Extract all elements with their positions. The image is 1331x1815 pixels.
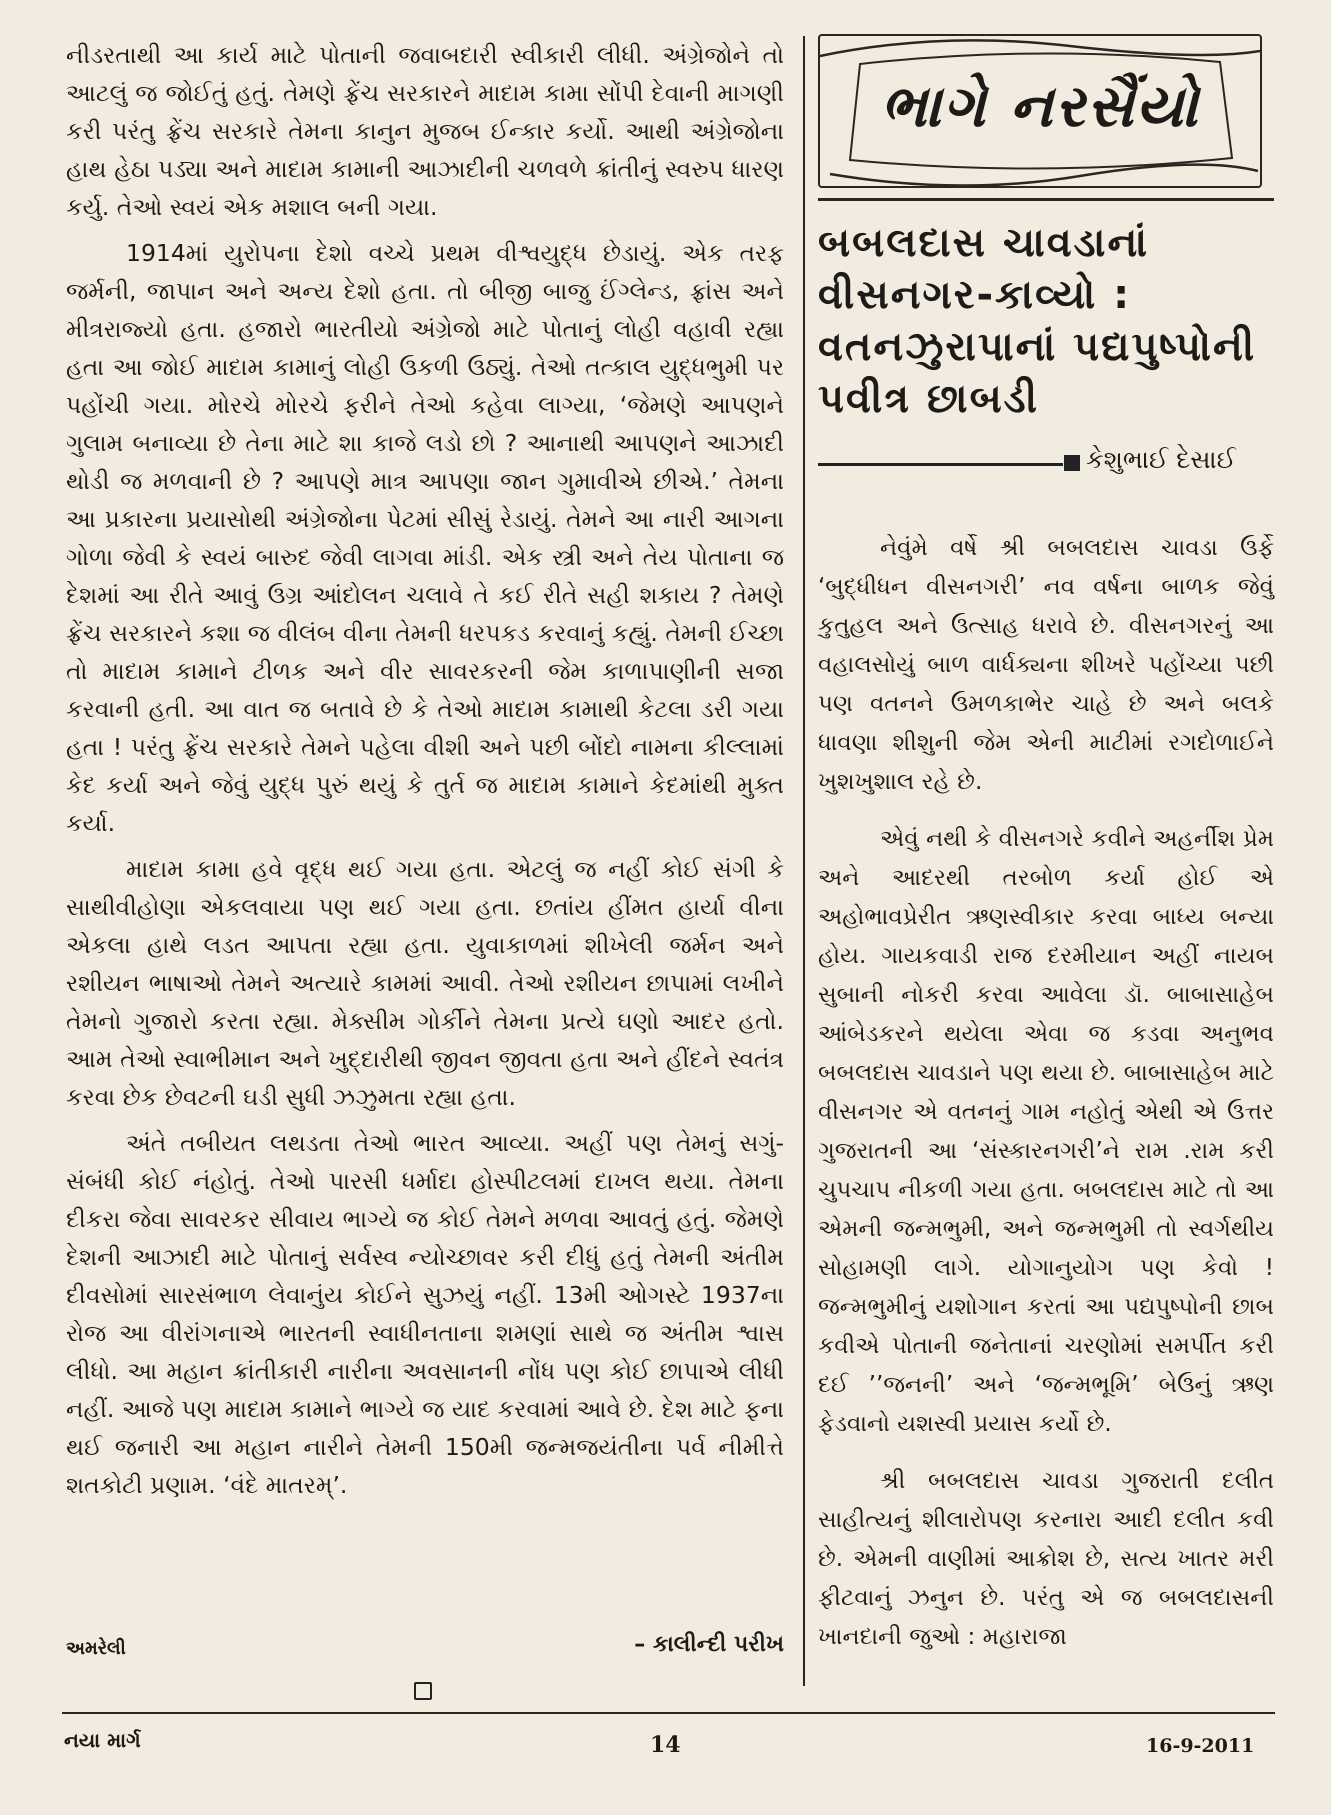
left-paragraph-1: નીડરતાથી આ કાર્ય માટે પોતાની જવાબદારી સ્વીકારી લીધી. અંગ્રેજોને તો આટલું જ જોઈતું હતું. તેમણે ફ્રેંચ સરકારને માદામ કામા સોંપી દેવાની માગણી કરી પરંતુ ફ્રેંચ સરકારે તેમના કાનુન મુજબ ઈન્કાર કર્યો. આથી અંગ્રેજોના હાથ હેઠા પડ્યા અને માદામ કામાની આઝાદીની ચળવળે ક્રાંતીનું સ્વરુપ ધારણ કર્યુ. તેઓ સ્વયં એક મશાલ બની ગયા. (66, 41, 784, 221)
issue-date: 16-9-2011 (1146, 1735, 1255, 1757)
right-article-body (818, 529, 1274, 1657)
column-divider (803, 36, 805, 1686)
byline (818, 441, 1274, 485)
footer-rule (62, 1712, 1275, 1714)
section-header-title: ભાગે નરસૈંયો (880, 72, 1200, 140)
section-header-box (818, 34, 1262, 188)
left-article-author: – કાલીન્દી પરીખ (634, 1632, 784, 1657)
left-column-article (66, 36, 784, 1512)
publication-name: નયા માર્ગ (64, 1728, 141, 1752)
left-paragraph-4: અંતે તબીયત લથડતા તેઓ ભારત આવ્યા. અહીં પણ તેમનું સગું-સંબંધી કોઈ નંહોતું. તેઓ પારસી ધર્માદા હોસ્પીટલમાં દાખલ થયા. તેમના દીકરા જેવા સાવરકર સીવાય ભાગ્યે જ કોઈ તેમને મળવા આવતું હતું. જેમણે દેશની આઝાદી માટે પોતાનું સર્વસ્વ ન્યોચ્છાવર કરી દીધું હતું તેમની અંતીમ દીવસોમાં સારસંભાળ લેવાનુંય કોઈને સુઝયું નહીં. 13મી ઓગસ્ટે 1937ના રોજ આ વીરાંગનાએ ભારતની સ્વાધીનતાના શમણાં સાથે જ અંતીમ શ્વાસ લીધો. આ મહાન ક્રાંતીકારી નારીના અવસાનની નોંધ પણ કોઈ છાપાએ લીધી નહીં. આજે પણ માદામ કામાને ભાગ્યે જ યાદ કરવામાં આવે છે. દેશ માટે ફના થઈ જનારી આ મહાન નારીને તેમની 150મી જન્મજયંતીના પર્વ નીમીત્તે શતકોટી પ્રણામ. ‘વંદે માતરમ્’. (66, 1129, 784, 1499)
left-paragraph-2: 1914માં યુરોપના દેશો વચ્ચે પ્રથમ વીશ્વયુદ્ધ છેડાયું. એક તરફ જર્મની, જાપાન અને અન્ય દેશો હતા. તો બીજી બાજુ ઈંગ્લેન્ડ, ફ્રાંસ અને મીત્રરાજ્યો હતા. હજારો ભારતીયો અંગ્રેજો માટે પોતાનું લોહી વહાવી રહ્યા હતા આ જોઈ માદામ કામાનું લોહી ઉકળી ઉઠ્યું. તેઓ તત્કાલ યુદ્ધભુમી પર પહોંચી ગયા. મોરચે મોરચે ફરીને તેઓ કહેવા લાગ્યા, ‘જેમણે આપણને ગુલામ બનાવ્યા છે તેના માટે શા કાજે લડો છો ? આનાથી આપણને આઝાદી થોડી જ મળવાની છે ? આપણે માત્ર આપણા જાન ગુમાવીએ છીએ.’ તેમના આ પ્રકારના પ્રયાસોથી અંગ્રેજોના પેટમાં સીસું રેડાયું. તેમને આ નારી આગના ગોળા જેવી કે સ્વયં બારુદ જેવી લાગવા માંડી. એક સ્ત્રી અને તેય પોતાના જ દેશમાં આ રીતે આવું ઉગ્ર આંદોલન ચલાવે તે કઈ રીતે સહી શકાય ? તેમણે ફ્રેંચ સરકારને કશા જ વીલંબ વીના તેમની ધરપકડ કરવાનું કહ્યું. તેમની ઈચ્છા તો માદામ કામાને ટીળક અને વીર સાવરકરની જેમ કાળાપાણીની સજા કરવાની હતી. આ વાત જ બતાવે છે કે તેઓ માદામ કામાથી કેટલા ડરી ગયા હતા ! પરંતુ ફ્રેંચ સરકારે તેમને પહેલા વીશી અને પછી બોંદો નામના કીલ્લામાં કેદ કર્યા અને જેવું યુદ્ધ પુરું થયું કે તુર્ત જ માદામ કામાને કેદમાંથી મુક્ત કર્યા. (66, 239, 784, 837)
header-underline (818, 198, 1274, 201)
article-end-square-icon (414, 1682, 432, 1700)
right-article-title: બબલદાસ ચાવડાનાં વીસનગર-કાવ્યો : વતનઝુરાપાનાં પદ્યપુષ્પોની પવીત્ર છાબડી (818, 220, 1257, 422)
byline-rule (818, 463, 1063, 466)
right-paragraph-2: એવું નથી કે વીસનગરે કવીને અહર્નીશ પ્રેમ અને આદરથી તરબોળ કર્યા હોઈ એ અહોભાવપ્રેરીત ઋણસ્વીકાર કરવા બાધ્ય બન્યા હોય. ગાયકવાડી રાજ દરમીયાન અહીં નાયબ સુબાની નોકરી કરવા આવેલા ડૉ. બાબાસાહેબ આંબેડકરને થયેલા એવા જ કડવા અનુભવ બબલદાસ ચાવડાને પણ થયા છે. બાબાસાહેબ માટે વીસનગર એ વતનનું ગામ નહોતું એથી એ ઉત્તર ગુજરાતની આ ‘સંસ્કારનગરી’ને રામ .રામ કરી ચુપચાપ નીકળી ગયા હતા. બબલદાસ માટે તો આ એમની જન્મભુમી, અને જન્મભુમી તો સ્વર્ગથીય સોહામણી લાગે. યોગાનુયોગ પણ કેવો ! જન્મભુમીનું યશોગાન કરતાં આ પદ્યપુષ્પોની છાબ કવીએ પોતાની જનેતાનાં ચરણોમાં સમર્પીત કરી દઈ ’’જનની’ અને ‘જન્મભૂમિ’ બેઉનું ઋણ ફેડવાનો યશસ્વી પ્રયાસ કર્યો છે. (818, 826, 1274, 1437)
left-paragraph-3: માદામ કામા હવે વૃદ્ધ થઈ ગયા હતા. એટલું જ નહીં કોઈ સંગી કે સાથીવીહોણા એકલવાયા પણ થઈ ગયા હતા. છતાંય હીંમત હાર્યા વીના એકલા હાથે લડત આપતા રહ્યા હતા. યુવાકાળમાં શીખેલી જર્મન અને રશીયન ભાષાઓ તેમને અત્યારે કામમાં આવી. તેઓ રશીયન છાપામાં લખીને તેમનો ગુજારો કરતા રહ્યા. મેક્સીમ ગોર્કીને તેમના પ્રત્યે ઘણો આદર હતો. આમ તેઓ સ્વાભીમાન અને ખુદ્દારીથી જીવન જીવતા હતા અને હીંદને સ્વતંત્ર કરવા છેક છેવટની ઘડી સુધી ઝઝુમતા રહ્યા હતા. (66, 855, 784, 1111)
right-paragraph-3: શ્રી બબલદાસ ચાવડા ગુજરાતી દલીત સાહીત્યનું શીલારોપણ કરનારા આદી દલીત કવી છે. એમની વાણીમાં આક્રોશ છે, સત્ય ખાતર મરી ફીટવાનું ઝનુન છે. પરંતુ એ જ બબલદાસની ખાનદાની જુઓ : મહારાજા (818, 1468, 1274, 1650)
page-number: 14 (650, 1732, 681, 1758)
place-name: અમરેલી (66, 1638, 126, 1659)
byline-square-icon (1064, 455, 1080, 471)
right-column-article (818, 34, 1274, 1675)
right-paragraph-1: નેવુંમે વર્ષે શ્રી બબલદાસ ચાવડા ઉર્ફે ‘બુદ્ધીધન વીસનગરી’ નવ વર્ષના બાળક જેવું કુતુહલ અને ઉત્સાહ ધરાવે છે. વીસનગરનું આ વહાલસોયું બાળ વાર્ધક્યના શીખરે પહોંચ્યા પછી પણ વતનને ઉમળકાભેર ચાહે છે અને બલકે ધાવણા શીશુની જેમ એની માટીમાં રગદોળાઈને ખુશખુશાલ રહે છે. (818, 535, 1274, 795)
left-article-footer (66, 1632, 784, 1672)
byline-author: કેશુભાઈ દેસાઈ (1086, 445, 1236, 474)
